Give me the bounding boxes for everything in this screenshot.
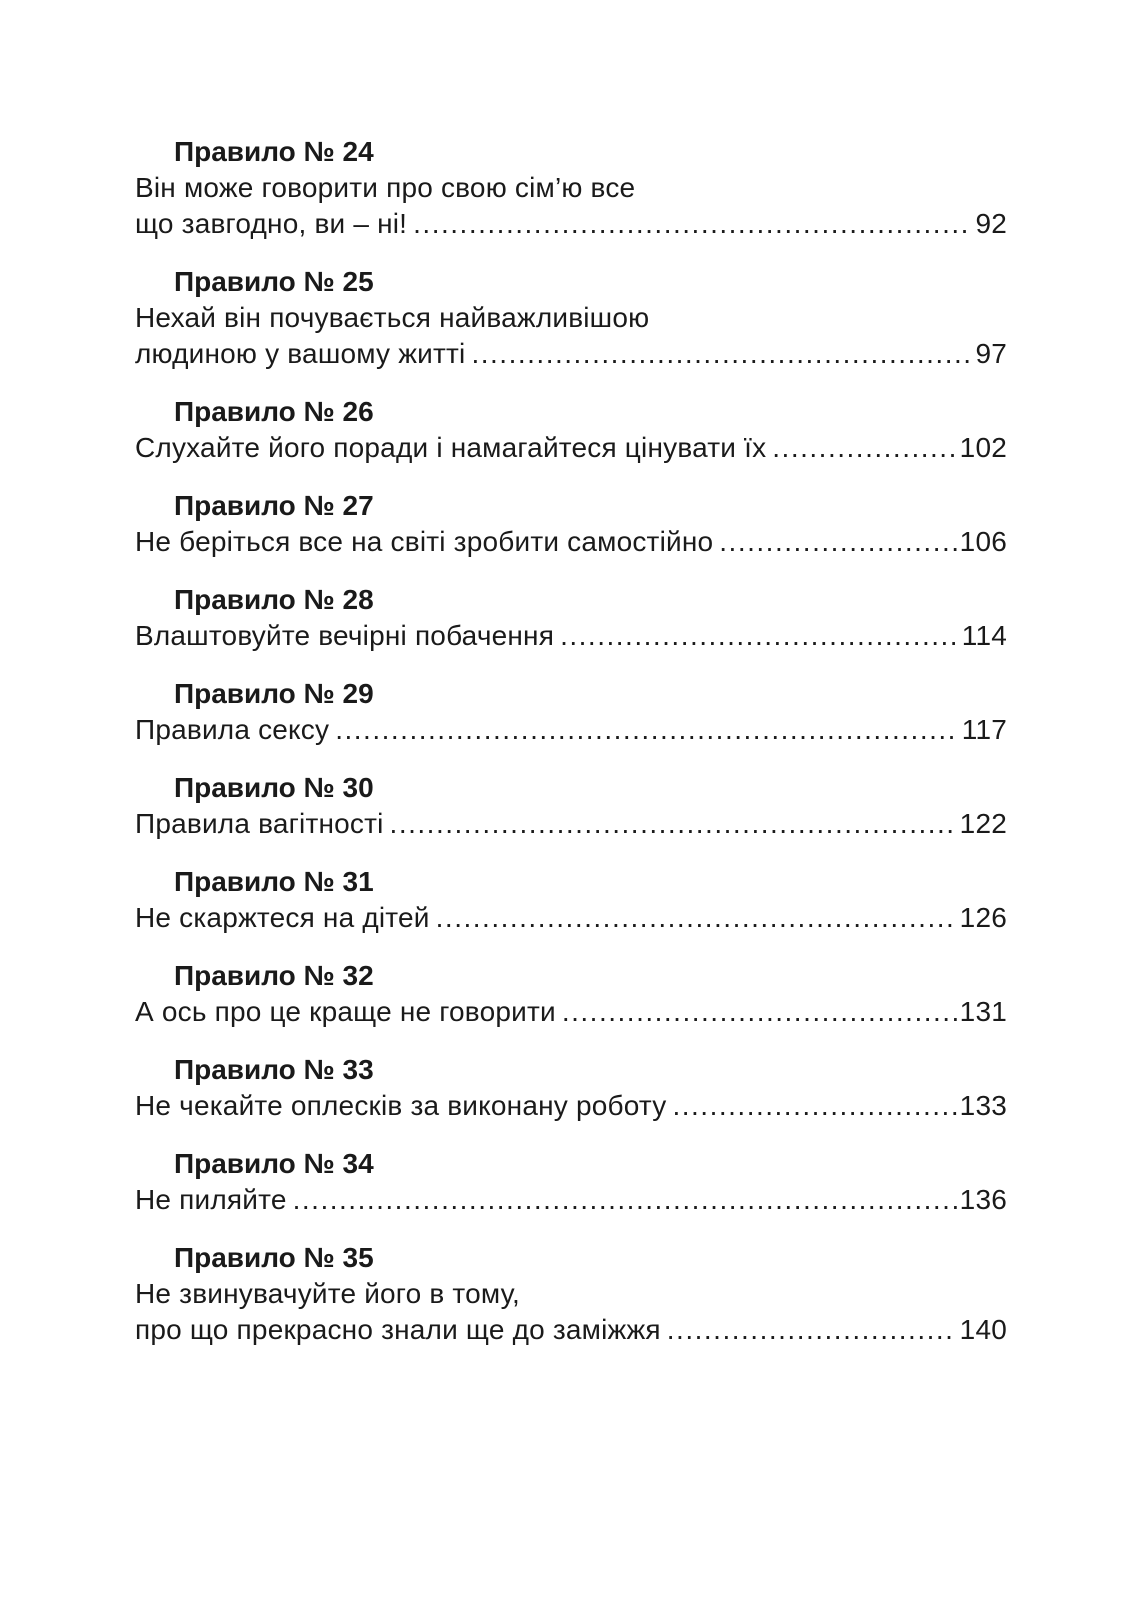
dot-leader (293, 1182, 957, 1218)
page-number: 117 (961, 714, 1007, 745)
table-of-contents (135, 134, 1007, 1348)
toc-entry (135, 958, 1007, 1030)
toc-entry (135, 864, 1007, 936)
dot-leader (667, 1312, 957, 1348)
rule-title: Правило № 33 (174, 1054, 374, 1085)
dot-leader (560, 618, 959, 654)
rule-title: Правило № 31 (174, 866, 374, 897)
page-number: 102 (959, 432, 1007, 463)
chapter-title-leader-line (135, 806, 1007, 842)
page-number: 126 (959, 902, 1007, 933)
toc-entry (135, 394, 1007, 466)
chapter-title-line: що завгодно, ви – ні! (135, 208, 408, 239)
chapter-title-leader-line (135, 712, 1007, 748)
page-number: 92 (975, 208, 1007, 239)
rule-title: Правило № 34 (174, 1148, 374, 1179)
chapter-title-line: Правила вагітності (135, 808, 384, 839)
toc-entry (135, 676, 1007, 748)
chapter-title-line: Влаштовуйте вечірні побачення (135, 620, 555, 651)
toc-entry (135, 1052, 1007, 1124)
chapter-title-leader-line (135, 430, 1007, 466)
page-number: 106 (959, 526, 1007, 557)
chapter-title-leader-line (135, 524, 1007, 560)
chapter-title-line: А ось про це краще не говорити (135, 996, 556, 1027)
dot-leader (672, 1088, 956, 1124)
rule-title: Правило № 27 (174, 490, 374, 521)
chapter-title-line: про що прекрасно знали ще до заміжжя (135, 1314, 661, 1345)
page-number: 131 (959, 996, 1007, 1027)
rule-title: Правило № 32 (174, 960, 374, 991)
chapter-title-line: Правила сексу (135, 714, 330, 745)
page-number: 97 (975, 338, 1007, 369)
chapter-title-leader-line (135, 994, 1007, 1030)
dot-leader (413, 206, 972, 242)
toc-entry (135, 1240, 1007, 1348)
chapter-title-line: Не чекайте оплесків за виконану роботу (135, 1090, 667, 1121)
rule-title: Правило № 30 (174, 772, 374, 803)
chapter-title-line: Слухайте його поради і намагайтеся цінувати їх (135, 432, 767, 463)
page-number: 133 (959, 1090, 1007, 1121)
dot-leader (719, 524, 956, 560)
page-number: 122 (959, 808, 1007, 839)
chapter-title-leader-line (135, 1182, 1007, 1218)
dot-leader (562, 994, 957, 1030)
chapter-title-line: людиною у вашому житті (135, 338, 466, 369)
chapter-title-leader-line (135, 618, 1007, 654)
dot-leader (390, 806, 957, 842)
chapter-title-line: Не скаржтеся на дітей (135, 902, 430, 933)
toc-entry (135, 264, 1007, 372)
chapter-title-line: Не беріться все на світі зробити самостійно (135, 526, 714, 557)
rule-title: Правило № 28 (174, 584, 374, 615)
chapter-title-leader-line (135, 206, 1007, 242)
page-number: 114 (961, 620, 1007, 651)
page-number: 140 (959, 1314, 1007, 1345)
chapter-title-line: Нехай він почувається найважливішою (135, 302, 650, 333)
rule-title: Правило № 26 (174, 396, 374, 427)
chapter-title-leader-line (135, 336, 1007, 372)
page-number: 136 (959, 1184, 1007, 1215)
rule-title: Правило № 29 (174, 678, 374, 709)
chapter-title-leader-line (135, 1312, 1007, 1348)
dot-leader (772, 430, 956, 466)
rule-title: Правило № 25 (174, 266, 374, 297)
dot-leader (436, 900, 957, 936)
dot-leader (335, 712, 959, 748)
chapter-title-leader-line (135, 1088, 1007, 1124)
dot-leader (471, 336, 972, 372)
chapter-title-line: Не пиляйте (135, 1184, 287, 1215)
rule-title: Правило № 35 (174, 1242, 374, 1273)
toc-entry (135, 134, 1007, 242)
toc-entry (135, 1146, 1007, 1218)
chapter-title-line: Він може говорити про свою сім’ю все (135, 172, 636, 203)
chapter-title-leader-line (135, 900, 1007, 936)
toc-entry (135, 770, 1007, 842)
toc-entry (135, 488, 1007, 560)
toc-entry (135, 582, 1007, 654)
chapter-title-line: Не звинувачуйте його в тому, (135, 1278, 521, 1309)
rule-title: Правило № 24 (174, 136, 374, 167)
